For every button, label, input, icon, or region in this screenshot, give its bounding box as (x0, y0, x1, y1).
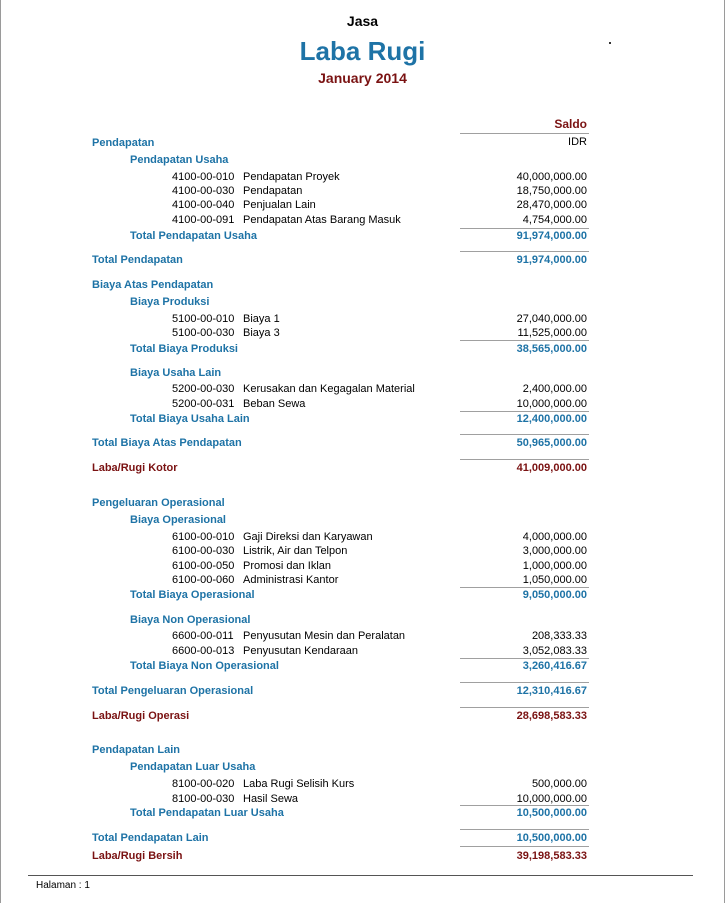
account-row: 8100-00-020 Laba Rugi Selisih Kurs 500,000.00 (172, 778, 587, 790)
total-rule (460, 846, 589, 847)
total-rule (460, 251, 589, 252)
section-heading: Pendapatan Lain (92, 744, 181, 756)
profit-row-operating: Laba/Rugi Operasi 28,698,583.33 (92, 710, 587, 722)
account-row: 8100-00-030 Hasil Sewa 10,000,000.00 (172, 793, 587, 805)
column-header-saldo: Saldo (554, 117, 587, 131)
account-row: 6100-00-050 Promosi dan Iklan 1,000,000.00 (172, 560, 587, 572)
report-title: Laba Rugi (299, 36, 426, 66)
total-rule (460, 829, 589, 830)
section-heading: Pendapatan (92, 137, 155, 149)
account-row: 4100-00-091 Pendapatan Atas Barang Masuk 4,754,000.00 (172, 214, 587, 226)
page-number: Halaman : 1 (36, 880, 90, 891)
account-row: 5200-00-031 Beban Sewa 10,000,000.00 (172, 398, 587, 410)
account-row: 6600-00-013 Penyusutan Kendaraan 3,052,083.33 (172, 645, 587, 657)
subsection-heading: Pendapatan Usaha (130, 154, 229, 166)
account-row: 5100-00-030 Biaya 3 11,525,000.00 (172, 327, 587, 339)
total-rule (460, 682, 589, 683)
subtotal-row: Total Pendapatan Usaha 91,974,000.00 (130, 230, 587, 242)
total-rule (460, 434, 589, 435)
total-row: Total Pendapatan 91,974,000.00 (92, 254, 587, 266)
subsection-heading: Biaya Non Operasional (130, 614, 251, 626)
subtotal-row: Total Biaya Produksi 38,565,000.00 (130, 343, 587, 355)
total-rule (460, 707, 589, 708)
profit-row-gross: Laba/Rugi Kotor 41,009,000.00 (92, 462, 587, 474)
column-header-rule (460, 133, 589, 134)
section-heading: Biaya Atas Pendapatan (92, 279, 214, 291)
report-period: January 2014 (318, 70, 407, 86)
footer-rule (28, 875, 693, 876)
account-row: 4100-00-010 Pendapatan Proyek 40,000,000.00 (172, 171, 587, 183)
section-heading: Pengeluaran Operasional (92, 497, 225, 509)
total-row: Total Pengeluaran Operasional 12,310,416.67 (92, 685, 587, 697)
account-row: 5200-00-030 Kerusakan dan Kegagalan Material 2,400,000.00 (172, 383, 587, 395)
account-row: 6100-00-010 Gaji Direksi dan Karyawan 4,000,000.00 (172, 531, 587, 543)
total-row: Total Pendapatan Lain 10,500,000.00 (92, 832, 587, 844)
profit-row-net: Laba/Rugi Bersih 39,198,583.33 (92, 850, 587, 862)
total-row: Total Biaya Atas Pendapatan 50,965,000.00 (92, 437, 587, 449)
subsection-heading: Pendapatan Luar Usaha (130, 761, 256, 773)
total-rule (460, 340, 589, 341)
subtotal-row: Total Biaya Usaha Lain 12,400,000.00 (130, 413, 587, 425)
subsection-heading: Biaya Operasional (130, 514, 226, 526)
total-rule (460, 459, 589, 460)
account-row: 4100-00-040 Penjualan Lain 28,470,000.00 (172, 199, 587, 211)
account-row: 6100-00-030 Listrik, Air dan Telpon 3,000,000.00 (172, 545, 587, 557)
account-row: 4100-00-030 Pendapatan 18,750,000.00 (172, 185, 587, 197)
account-row: 5100-00-010 Biaya 1 27,040,000.00 (172, 313, 587, 325)
subsection-heading: Biaya Produksi (130, 296, 210, 308)
subtotal-row: Total Biaya Non Operasional 3,260,416.67 (130, 660, 587, 672)
company-name: Jasa (346, 13, 379, 29)
subtotal-row: Total Biaya Operasional 9,050,000.00 (130, 589, 587, 601)
account-row: 6600-00-011 Penyusutan Mesin dan Peralatan 208,333.33 (172, 630, 587, 642)
subtotal-row: Total Pendapatan Luar Usaha 10,500,000.00 (130, 807, 587, 819)
currency-label: IDR (568, 136, 587, 148)
subsection-heading: Biaya Usaha Lain (130, 367, 222, 379)
account-row: 6100-00-060 Administrasi Kantor 1,050,000.00 (172, 574, 587, 586)
